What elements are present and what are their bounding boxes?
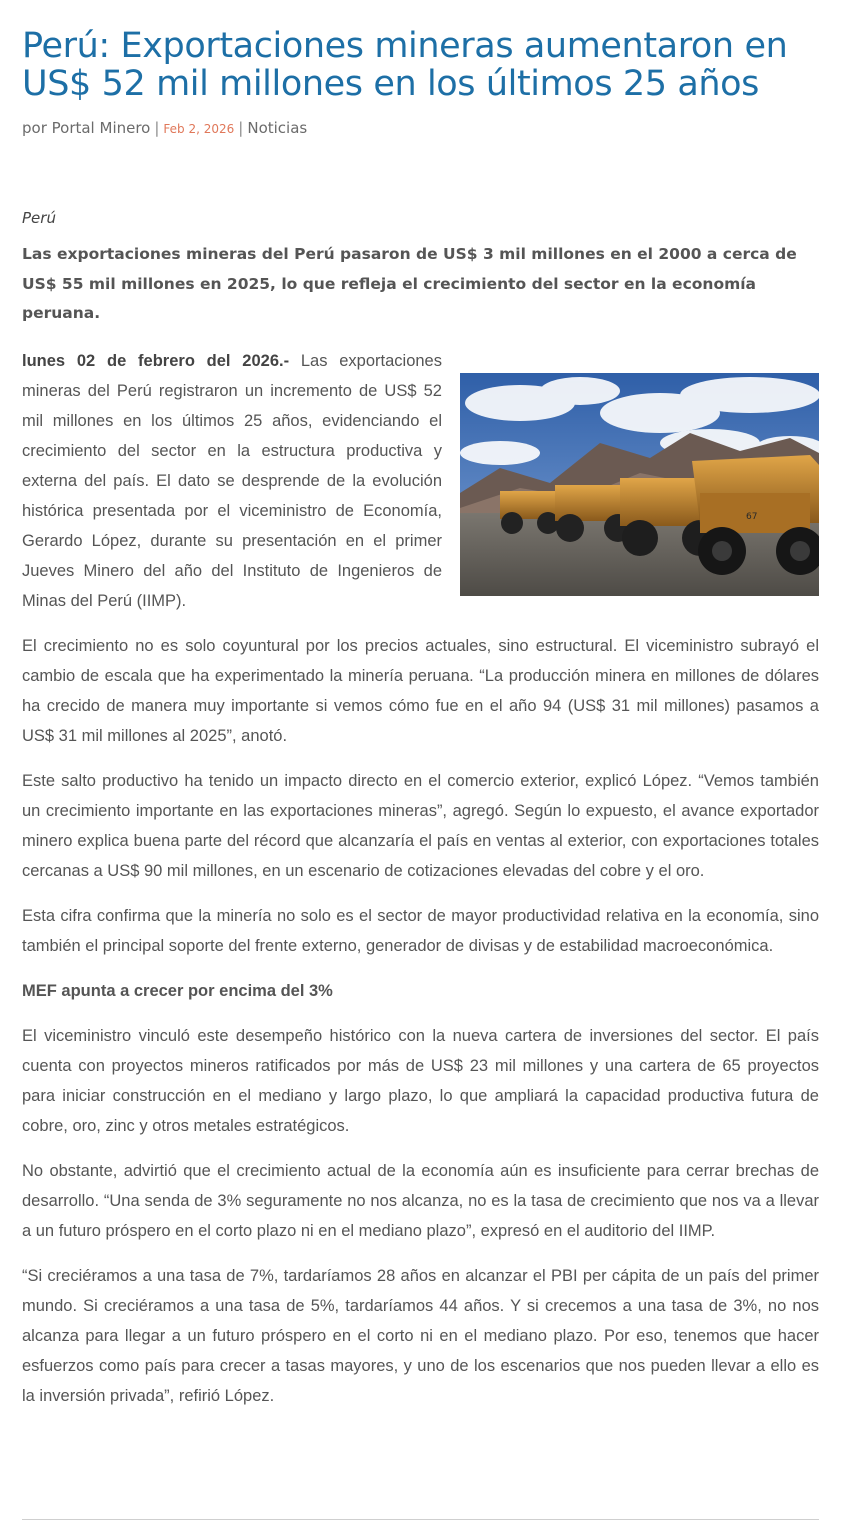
first-paragraph-text: Las exportaciones mineras del Perú registraron un incremento de US$ 52 mil millones en los últimos 25 años, evidenciando el crecimiento del sector en la estructura productiva y externa del país. El dato se desprende de la evolución histórica presentada por el viceministro de Economía, Gerardo López, durante su presentación en el primer Jueves Minero del año del Instituto de Ingenieros de Minas del Perú (IIMP). — [22, 352, 442, 610]
author-link[interactable]: por Portal Minero — [22, 119, 151, 137]
article-lead: Las exportaciones mineras del Perú pasaron de US$ 3 mil millones en el 2000 a cerca de US$ 55 mil millones en 2025, lo que refleja el crecimiento del sector en la economía peruana. — [22, 245, 797, 322]
first-paragraph — [22, 346, 442, 616]
body-paragraph: Esta cifra confirma que la minería no solo es el sector de mayor productividad relativa en la economía, sino también el principal soporte del frente externo, generador de divisas y de estabilidad macroeconómica. — [22, 907, 819, 955]
category-link[interactable]: Noticias — [247, 119, 308, 137]
article-body — [22, 346, 819, 1426]
body-paragraph: “Si creciéramos a una tasa de 7%, tardaríamos 28 años en alcanzar el PBI per cápita de un país del primer mundo. Si creciéramos a una tasa de 5%, tardaríamos 44 años. Y si crecemos a una tasa de 3%, no nos alcanza para llegar a un futuro próspero en el corto ni en el mediano plazo. Por eso, tenemos que hacer esfuerzos como país para crecer a tasas mayores, y uno de los escenarios que nos pueden llevar a ello es la inversión privada”, refirió López. — [22, 1267, 819, 1405]
body-paragraph: Este salto productivo ha tenido un impacto directo en el comercio exterior, explicó López. “Vemos también un crecimiento importante en las exportaciones mineras”, agregó. Según lo expuesto, el avance exportador minero explica buena parte del récord que alcanzaría el país en ventas al exterior, con exportaciones totales cercanas a US$ 90 mil millones, en un escenario de cotizaciones elevadas del cobre y el oro. — [22, 772, 819, 880]
article-kicker: Perú — [22, 209, 56, 227]
publish-date: Feb 2, 2026 — [163, 122, 235, 136]
body-paragraph: No obstante, advirtió que el crecimiento actual de la economía aún es insuficiente para cerrar brechas de desarrollo. “Una senda de 3% seguramente no nos alcanza, no es la tasa de crecimiento que nos va a llevar a un futuro próspero en el corto plazo ni en el mediano plazo”, expresó en el auditorio del IIMP. — [22, 1162, 819, 1240]
dateline: lunes 02 de febrero del 2026.- — [22, 352, 290, 370]
meta-separator: | — [154, 119, 160, 137]
article-meta — [22, 119, 307, 137]
body-paragraph: El viceministro vinculó este desempeño histórico con la nueva cartera de inversiones del sector. El país cuenta con proyectos mineros ratificados por más de US$ 23 mil millones y una cartera de 65 proyectos para iniciar construcción en el mediano y largo plazo, lo que ampliará la capacidad productiva futura de cobre, oro, zinc y otros metales estratégicos. — [22, 1027, 819, 1135]
bottom-divider — [22, 1519, 819, 1520]
truck-number: 67 — [746, 512, 758, 522]
article-title: Perú: Exportaciones mineras aumentaron en US$ 52 mil millones en los últimos 25 años — [22, 26, 788, 104]
section-subheading: MEF apunta a crecer por encima del 3% — [22, 982, 333, 1000]
body-paragraph: El crecimiento no es solo coyuntural por los precios actuales, sino estructural. El viceministro subrayó el cambio de escala que ha experimentado la minería peruana. “La producción minera en millones de dólares ha crecido de manera muy importante si vemos cómo fue en el año 94 (US$ 31 mil millones) pasamos a US$ 31 mil millones al 2025”, anotó. — [22, 637, 819, 745]
meta-separator: | — [238, 119, 244, 137]
